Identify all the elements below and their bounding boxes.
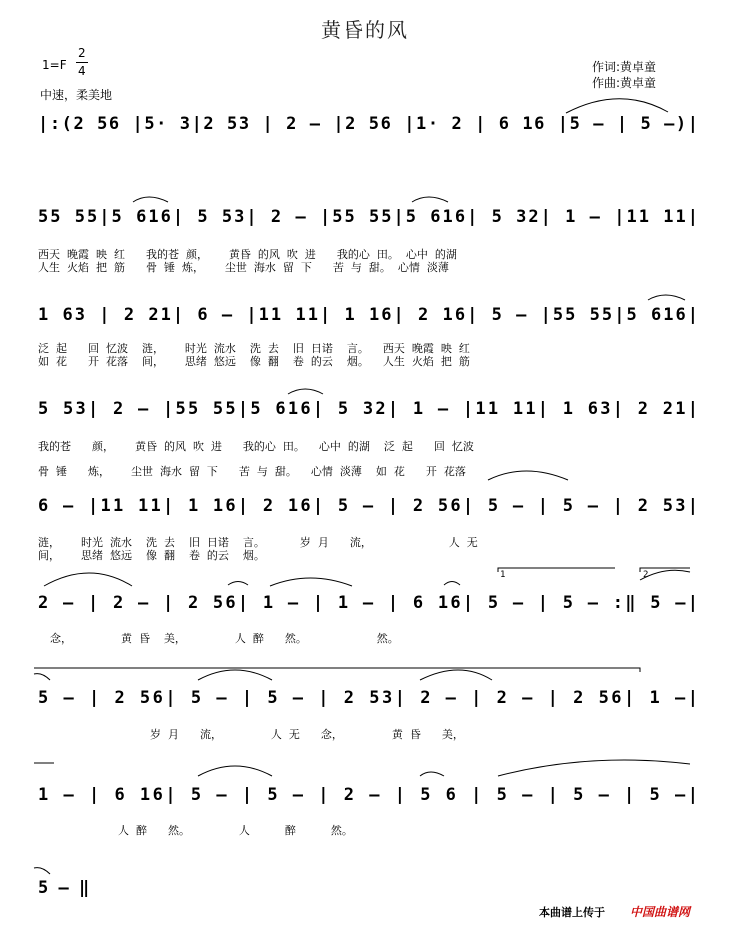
repeat-range-line [34, 668, 640, 672]
score-row-4: 5 53| 2 – |55 55|5 616| 5 32| 1 – |11 11| 1 63| 2 21| [38, 399, 699, 419]
composer-credit: 作曲:黄卓童 [592, 76, 657, 90]
slur-arc [444, 582, 460, 586]
slur-arc [198, 670, 272, 680]
lyrics-row-8: 人 醉 然。 人 醉 然。 [118, 824, 353, 837]
slur-arc [34, 868, 50, 874]
lyrics-row-5-verse-2: 间， 思绪 悠远 像 翻 卷 的云 烟。 [38, 549, 265, 562]
volta-label-second: 2 [643, 570, 649, 580]
page-title: 黄昏的风 [321, 18, 409, 42]
slur-arc [44, 573, 132, 586]
score-row-3: 1 63 | 2 21| 6 – |11 11| 1 16| 2 16| 5 – |55 55|5 616| [38, 305, 699, 325]
lyrics-row-7: 岁 月 流， 人 无 念， 黄 昏 美， [150, 728, 464, 741]
slur-arc [420, 670, 492, 680]
volta-label-first: 1 [500, 570, 506, 580]
score-row-9: 5 – ‖ [38, 878, 90, 898]
lyrics-row-3-verse-2: 如 花 开 花落 间， 思绪 悠远 像 翻 卷 的云 烟。 人生 火焰 把 筋 [38, 355, 470, 368]
lyrics-row-5-verse-1: 涟， 时光 流水 洗 去 旧 日诺 言。 岁 月 流， 人 无 [38, 536, 478, 549]
slur-arc [228, 582, 248, 586]
lyrics-row-6: 念， 黄 昏 美， 人 醉 然。 然。 [50, 632, 399, 645]
slur-arc [133, 197, 168, 202]
slur-arc [412, 197, 448, 202]
slur-arc [648, 295, 685, 300]
time-signature-bottom: 4 [78, 64, 86, 78]
slur-arc [498, 760, 690, 776]
slur-arc [488, 471, 568, 480]
tempo-marking: 中速，柔美地 [40, 88, 113, 102]
site-logo[interactable]: 中国曲谱网 [630, 905, 691, 919]
lyrics-row-3-verse-1: 泛 起 回 忆波 涟， 时光 流水 洗 去 旧 日诺 言。 西天 晚霞 映 红 [38, 342, 470, 355]
score-row-8: 1 – | 6 16| 5 – | 5 – | 2 – | 5 6 | 5 – | 5 – | 5 –| [38, 785, 698, 805]
lyricist-credit: 作词:黄卓童 [592, 60, 657, 74]
score-row-2: 55 55|5 616| 5 53| 2 – |55 55|5 616| 5 32| 1 – |11 11| [38, 207, 699, 227]
score-row-5: 6 – |11 11| 1 16| 2 16| 5 – | 2 56| 5 – | 5 – | 2 53| [38, 496, 699, 516]
lyrics-row-4-verse-2: 骨 锤 炼， 尘世 海水 留 下 苦 与 甜。 心情 淡薄 如 花 开 花落 [38, 465, 466, 478]
slur-arc [420, 772, 444, 776]
score-row-7: 5 – | 2 56| 5 – | 5 – | 2 53| 2 – | 2 – | 2 56| 1 –| [38, 688, 698, 708]
key-signature: 1=F [42, 58, 67, 72]
score-row-1: |:(2 56 |5· 3|2 53 | 2 – |2 56 |1· 2 | 6 16 |5 – | 5 –)| [38, 114, 698, 134]
slur-arc [270, 578, 352, 586]
lyrics-row-2-verse-2: 人生 火焰 把 筋 骨 锤 炼， 尘世 海水 留 下 苦 与 甜。 心情 淡薄 [38, 261, 449, 274]
time-signature-top: 2 [78, 46, 86, 60]
slur-arc [198, 766, 272, 776]
score-row-6: 2 – | 2 – | 2 56| 1 – | 1 – | 6 16| 5 – | 5 – :‖ 5 –| [38, 593, 699, 613]
slur-arc [288, 389, 323, 394]
lyrics-row-4-verse-1: 我的苍 颜， 黄昏 的风 吹 进 我的心 田。 心中 的湖 泛 起 回 忆波 [38, 440, 474, 453]
upload-note: 本曲谱上传于 [539, 906, 605, 919]
slur-arc [34, 674, 50, 680]
slur-arc [566, 99, 668, 113]
lyrics-row-2-verse-1: 西天 晚霞 映 红 我的苍 颜， 黄昏 的风 吹 进 我的心 田。 心中 的湖 [38, 248, 457, 261]
volta-bracket-first [498, 568, 615, 572]
